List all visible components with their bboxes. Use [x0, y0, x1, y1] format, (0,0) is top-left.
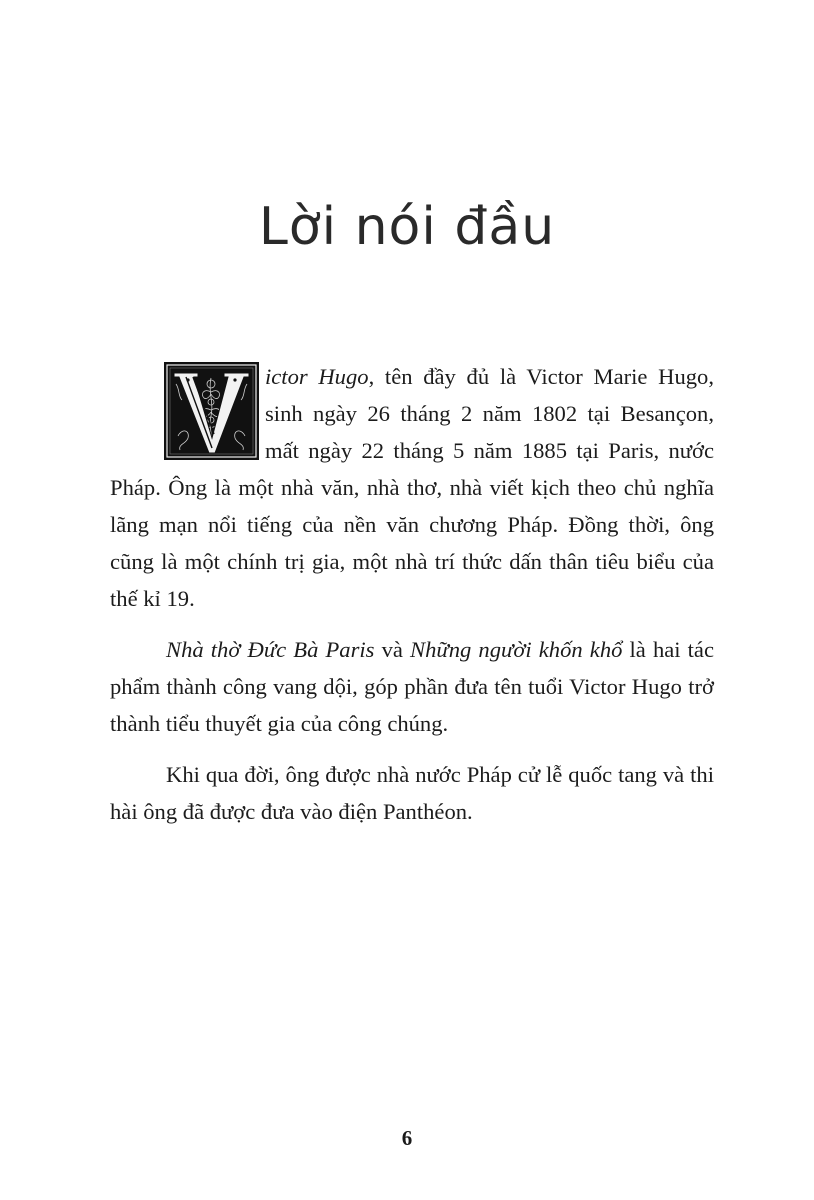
work-title-les-miserables: Những người khốn khổ [410, 637, 623, 662]
paragraph-1-text: , tên đầy đủ là Victor Marie Hugo, sinh ngày 26 tháng 2 năm 1802 tại Besançon, mất ngày 22 tháng 5 năm 1885 tại Paris, nước Pháp. Ông là một nhà văn, nhà thơ, nhà viết kịch theo chủ nghĩa lãng mạn nổi tiếng của nền văn chương Pháp. Đồng thời, ông cũng là một chính trị gia, một nhà trí thức dấn thân tiêu biểu của thế kỉ 19. [110, 364, 714, 611]
work-title-notre-dame: Nhà thờ Đức Bà Paris [166, 637, 375, 662]
paragraph-3: Khi qua đời, ông được nhà nước Pháp cử lễ quốc tang và thi hài ông đã được đưa vào điện Panthéon. [110, 762, 714, 824]
paragraph-1 [110, 358, 714, 617]
paragraph-2 [110, 631, 714, 742]
paragraph-2-text: là hai tác phẩm thành công vang dội, góp phần đưa tên tuổi Victor Hugo trở thành tiểu thuyết gia của công chúng. [110, 637, 714, 736]
page-title: Lời nói đầu [258, 197, 556, 257]
paragraph-2-joiner: và [374, 637, 411, 662]
page-number: 6 [401, 1126, 413, 1150]
ornamental-dropcap [164, 362, 259, 460]
preface-body [110, 358, 714, 830]
author-name-continuation: ictor Hugo [265, 364, 369, 389]
